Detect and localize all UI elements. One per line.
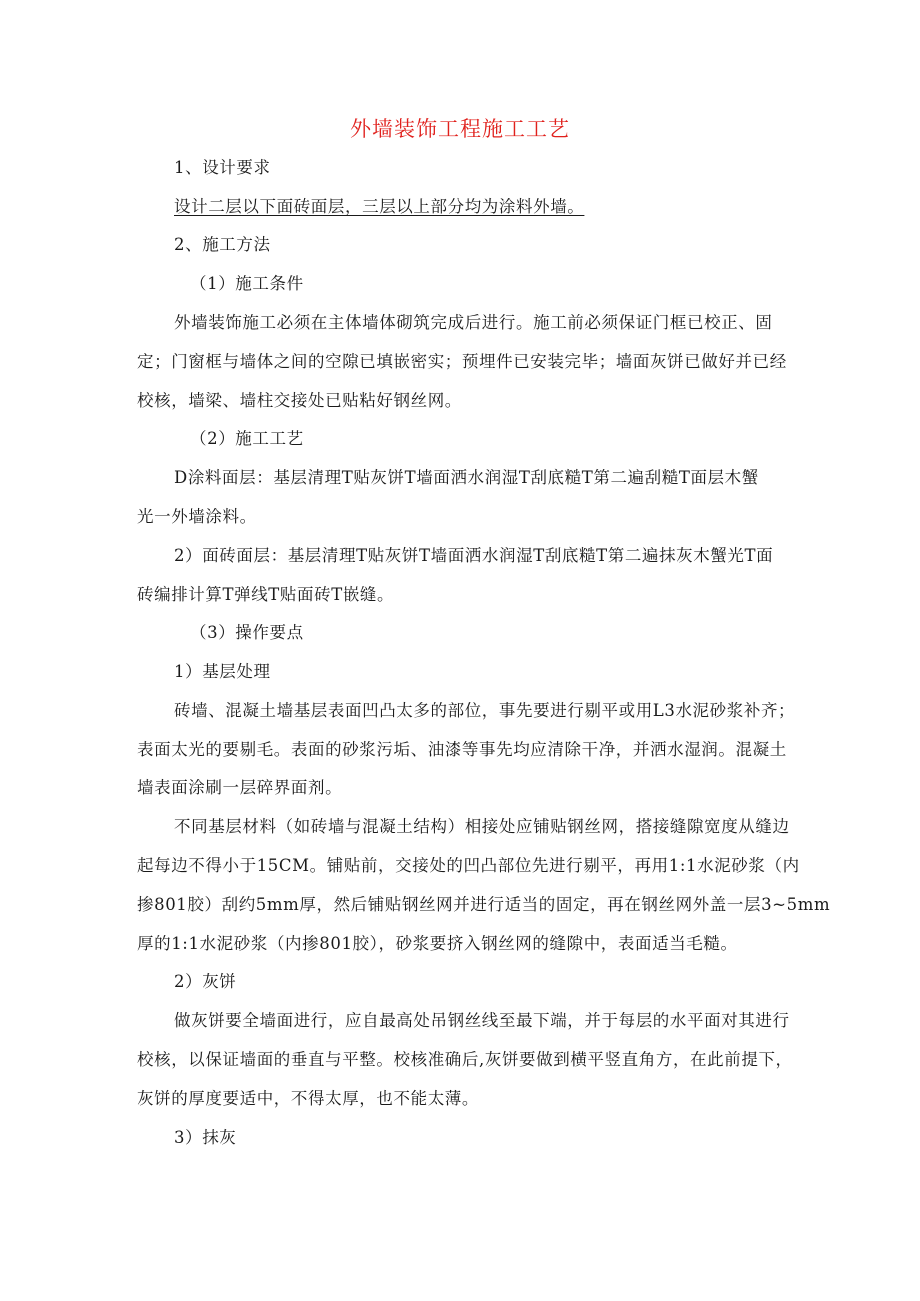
item-heading-plastering: 3）抹灰 [174,1128,237,1147]
paragraph-line: 厚的1:1水泥砂浆（内掺801胶），砂浆要挤入钢丝网的缝隙中，表面适当毛糙。 [137,934,738,953]
paragraph-line: 2）面砖面层：基层清理T贴灰饼T墙面洒水润湿T刮底糙T第二遍抹灰木蟹光T面 [174,546,774,565]
design-requirement-text: 设计二层以下面砖面层，三层以上部分均为涂料外墙。 [174,197,585,216]
section-heading-construction-method: 2、施工方法 [174,235,271,254]
paragraph-line: 起每边不得小于15CM。铺贴前，交接处的凹凸部位先进行剔平，再用1:1水泥砂浆（内 [137,856,800,875]
paragraph-line: 墙表面涂刷一层碎界面剂。 [137,778,343,797]
paragraph-line: 掺801胶）刮约5mm厚，然后铺贴钢丝网并进行适当的固定，再在钢丝网外盖一层3~5mm [137,895,831,914]
subsection-heading-process: （2）施工工艺 [190,429,304,448]
paragraph-line: 定；门窗框与墙体之间的空隙已填嵌密实；预埋件已安装完毕；墙面灰饼已做好并已经 [137,352,787,371]
paragraph-line: 校核，墙梁、墙柱交接处已贴粘好钢丝网。 [137,391,462,410]
paragraph-line: 做灰饼要全墙面进行，应自最高处吊钢丝线至最下端，并于每层的水平面对其进行 [174,1011,790,1030]
item-heading-plaster-cake: 2）灰饼 [174,972,237,991]
paragraph-line: 表面太光的要剔毛。表面的砂浆污垢、油漆等事先均应清除干净，并洒水湿润。混凝土 [137,740,787,759]
paragraph-line: 外墙装饰施工必须在主体墙体砌筑完成后进行。施工前必须保证门框已校正、固 [174,313,773,332]
paragraph-line: 砖墙、混凝土墙基层表面凹凸太多的部位，事先要进行剔平或用L3水泥砂浆补齐； [174,701,796,720]
item-heading-base-treatment: 1）基层处理 [174,662,271,681]
paragraph-line: 光一外墙涂料。 [137,507,257,526]
subsection-heading-conditions: （1）施工条件 [190,274,304,293]
paragraph-line: 砖编排计算T弹线T贴面砖T嵌缝。 [137,585,395,604]
paragraph-line: 灰饼的厚度要适中，不得太厚，也不能太薄。 [137,1089,479,1108]
paragraph-line: 校核，以保证墙面的垂直与平整。校核准确后,灰饼要做到横平竖直角方，在此前提下， [137,1050,793,1069]
paragraph-line: 不同基层材料（如砖墙与混凝土结构）相接处应铺贴钢丝网，搭接缝隙宽度从缝边 [174,817,790,836]
paragraph-line: D涂料面层：基层清理T贴灰饼T墙面洒水润湿T刮底糙T第二遍刮糙T面层木蟹 [174,468,759,487]
document-title: 外墙装饰工程施工工艺 [350,117,570,141]
subsection-heading-key-points: （3）操作要点 [190,623,304,642]
section-heading-design-requirements: 1、设计要求 [174,158,271,177]
